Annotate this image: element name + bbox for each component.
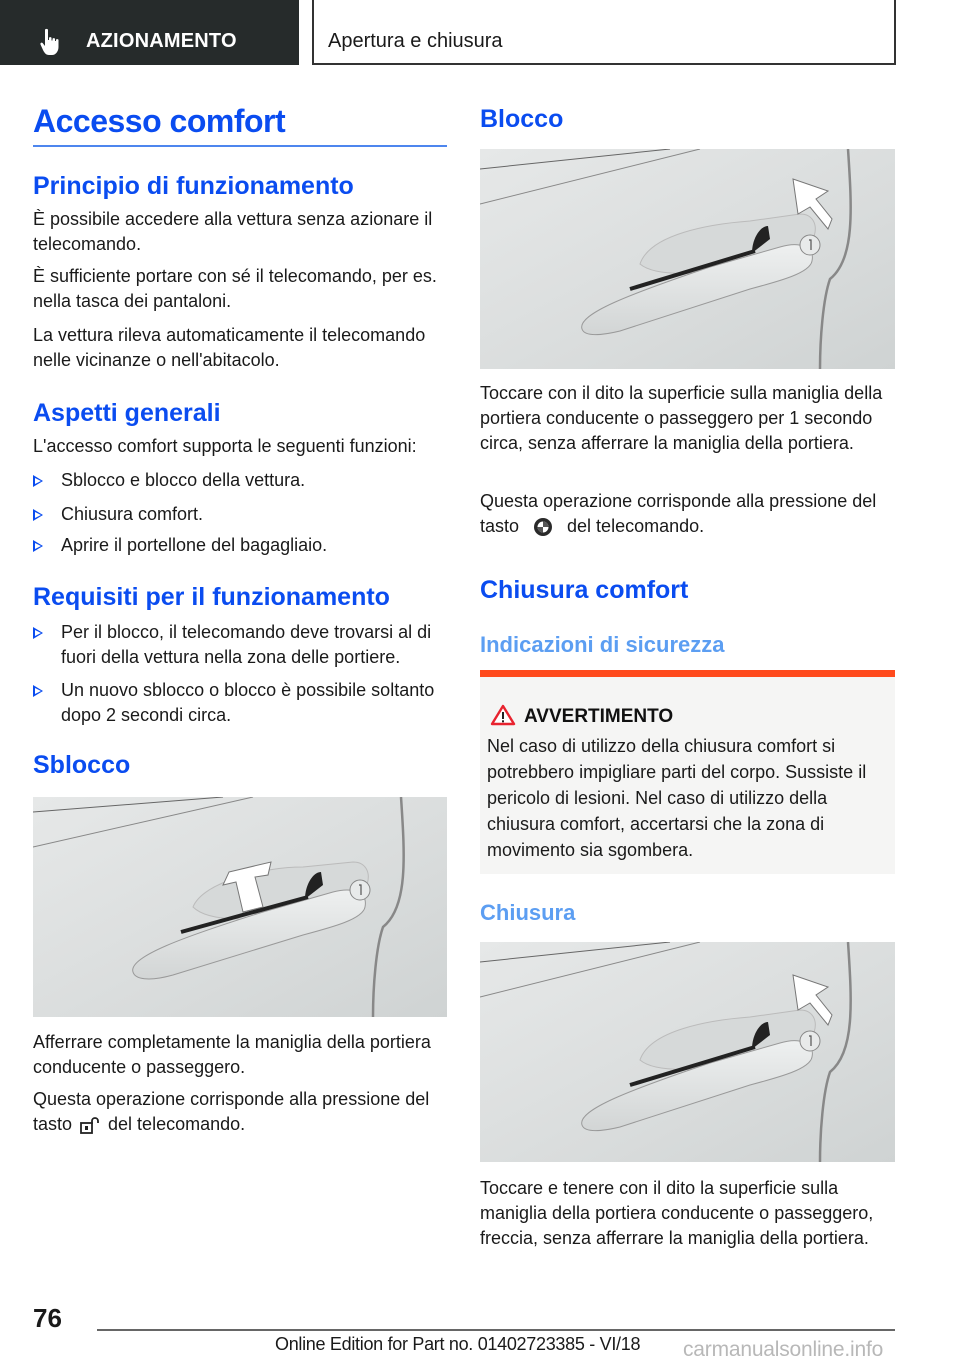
bullet-triangle-icon bbox=[33, 685, 43, 697]
heading-aspetti: Aspetti generali bbox=[33, 399, 221, 427]
paragraph: È possibile accedere alla vettura senza azionare il telecomando. bbox=[33, 209, 433, 254]
door-handle-unlock-illustration bbox=[33, 797, 447, 1017]
paragraph: La vettura rileva automaticamente il telecomando nelle vicinanze o nell'abitacolo. bbox=[33, 325, 426, 370]
list-item: Un nuovo sblocco o blocco è possibile soltanto dopo 2 secondi circa. bbox=[33, 678, 438, 728]
edition-text: Online Edition for Part no. 01402723385 - VI/18 bbox=[275, 1334, 641, 1354]
chapter-tab bbox=[0, 0, 299, 65]
warning-text: Nel caso di utilizzo della chiusura comfort si potrebbero impigliare parti del corpo. Sussiste il pericolo di lesioni. Nel caso di utilizzo della chiusura comfort, accertarsi che la zona di movimento sia sgombera. bbox=[487, 736, 867, 860]
heading-sblocco: Sblocco bbox=[33, 751, 131, 779]
bullet-triangle-icon bbox=[33, 627, 43, 639]
heading-chiusura-comfort: Chiusura comfort bbox=[480, 576, 689, 604]
section-tab bbox=[312, 0, 896, 65]
section-label: Apertura e chiusura bbox=[328, 30, 503, 52]
list-item: Sblocco e blocco della vettura. bbox=[33, 468, 453, 493]
watermark: carmanualsonline.info bbox=[683, 1338, 884, 1361]
paragraph: Questa operazione corrisponde alla pressione del tasto del telecomando. bbox=[480, 491, 877, 536]
list-item: Chiusura comfort. bbox=[33, 502, 453, 527]
chapter-label: AZIONAMENTO bbox=[86, 30, 237, 52]
warning-box bbox=[480, 670, 895, 874]
bullet-triangle-icon bbox=[33, 509, 43, 521]
paragraph: Toccare e tenere con il dito la superficie sulla maniglia della portiera conducente o passeggero, freccia, senza afferrare la maniglia della portiera. bbox=[480, 1178, 874, 1248]
list-item: Per il blocco, il telecomando deve trovarsi al di fuori della vettura nella zona delle portiere. bbox=[33, 620, 453, 670]
title-rule bbox=[33, 145, 447, 147]
warning-triangle-icon bbox=[490, 704, 516, 726]
hand-pointer-icon bbox=[38, 28, 64, 56]
paragraph: Toccare con il dito la superficie sulla maniglia della portiera conducente o passeggero per 1 secondo circa, senza afferrare la maniglia della portiera. bbox=[480, 383, 883, 453]
heading-principio: Principio di funzionamento bbox=[33, 172, 354, 200]
paragraph: Afferrare completamente la maniglia della portiera conducente o passeggero. bbox=[33, 1032, 431, 1077]
subheading-sicurezza: Indicazioni di sicurezza bbox=[480, 632, 725, 657]
paragraph: L'accesso comfort supporta le seguenti funzioni: bbox=[33, 436, 417, 456]
door-handle-lock-illustration bbox=[480, 149, 895, 369]
bullet-triangle-icon bbox=[33, 475, 43, 487]
door-handle-close-illustration bbox=[480, 942, 895, 1162]
bullet-triangle-icon bbox=[33, 540, 43, 552]
warning-title: AVVERTIMENTO bbox=[524, 706, 674, 727]
page-number: 76 bbox=[33, 1303, 62, 1333]
paragraph: Questa operazione corrisponde alla pressione del tasto del telecomando. bbox=[33, 1089, 430, 1134]
heading-chiusura: Chiusura bbox=[480, 900, 576, 925]
paragraph: È sufficiente portare con sé il telecomando, per es. nella tasca dei pantaloni. bbox=[33, 266, 437, 311]
heading-requisiti: Requisiti per il funzionamento bbox=[33, 583, 390, 611]
page-title: Accesso comfort bbox=[33, 103, 286, 139]
heading-blocco: Blocco bbox=[480, 105, 564, 133]
unlock-padlock-icon bbox=[80, 1116, 100, 1134]
bmw-logo-icon bbox=[533, 517, 553, 537]
footer-rule bbox=[97, 1329, 895, 1331]
list-item: Aprire il portellone del bagagliaio. bbox=[33, 533, 453, 558]
